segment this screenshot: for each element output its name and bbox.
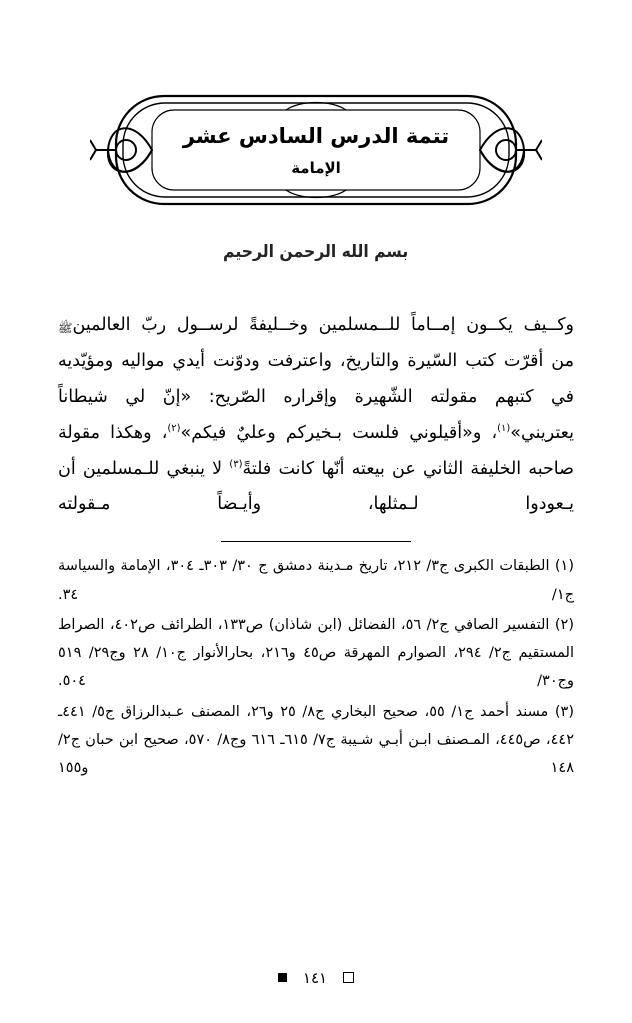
footnote-marker-2: (٢) — [167, 422, 181, 434]
footnote-marker-3: (٣) — [229, 458, 243, 470]
footnote-marker-1: (١) — [497, 422, 511, 434]
body-segment-5: لا ينبغي للـمسلمين أن يـعودوا لـمثلها، وأيـضاً مـقولته — [58, 458, 574, 515]
footnote-marker: (٢) — [554, 616, 574, 633]
footnote-marker: (١) — [554, 558, 575, 575]
footnotes — [58, 552, 574, 782]
footnote-text: الطبقات الكبرى ج٣/ ٢١٢، تاريخ مـدينة دمشق ج ٣٠/ ٣٠٣ـ ٣٠٤، الإمامة والسياسة ج١/ ٣٤. — [58, 558, 574, 603]
page-number-group — [278, 969, 354, 987]
footnote-marker: (٣) — [554, 703, 574, 720]
basmala-text: بسم الله الرحمن الرحيم — [223, 242, 409, 262]
body-segment-1: وكــيف يكــون إمــاماً للــمسلمين وخــليفةً لرســول ربّ العالمين — [72, 315, 574, 335]
body-segment-4: ، وهكذا مقولة صاحبه الخليفة الثاني عن بيعته أنّها كانت فلتةً — [58, 422, 574, 479]
prophet-seal-glyph: ﷺ — [58, 321, 73, 335]
header-text — [58, 123, 574, 177]
basmala — [58, 242, 574, 282]
body-text — [58, 308, 574, 523]
footnote-text: مسند أحمد ج١/ ٥٥، صحيح البخاري ج٨/ ٢٥ و٢٦، المصنف عـبدالرزاق ج٥/ ٤٤١ـ ٤٤٢، ص٤٤٥، المـصنف ابـن أبـي شـيبة ج٧/ ٦١٥ـ ٦١٦ وج٨/ ٥٧٠، صحيح ابن حبان ج٢/ ١٤٨ و١٥٥ — [58, 703, 574, 777]
filled-square-icon — [278, 973, 287, 982]
page-footer — [0, 968, 632, 987]
open-square-icon — [343, 972, 354, 983]
footnote-text: التفسير الصافي ج٢/ ٥٦، الفضائل (ابن شاذان) ص١٣٣، الطرائف ص٤٠٢، الصراط المستقيم ج٢/ ٢٩٤، الصوارم المهرقة ص٤٥ و٢١٦، بحارالأنوار ج١٠/ ٢٨ وج٢٩/ ٥١٩ وج٣٠/ ٥٠٤. — [58, 616, 574, 690]
footnote-item — [58, 698, 574, 783]
header-ornament — [58, 88, 574, 208]
footnote-separator — [221, 541, 411, 542]
body-segment-2: من أقرّت كتب السّيرة والتاريخ، واعترفت ودوّنت أيدي مواليه ومؤيّديه في كتبهم مقولته الشّهيرة وإقراره الصّريح: «إنّ لي شيطاناً يعتريني» — [58, 350, 574, 443]
body-segment-3: ، و«أقيلوني فلست بـخيركم وعليٌ فيكم» — [180, 422, 498, 443]
footnote-item — [58, 552, 574, 609]
document-page — [0, 88, 632, 1023]
lesson-title: تتمة الدرس السادس عشر — [182, 123, 450, 148]
lesson-subtitle: الإمامة — [291, 159, 341, 178]
footnote-item — [58, 611, 574, 696]
body-paragraph — [58, 308, 574, 523]
page-number: ١٤١ — [302, 968, 328, 987]
